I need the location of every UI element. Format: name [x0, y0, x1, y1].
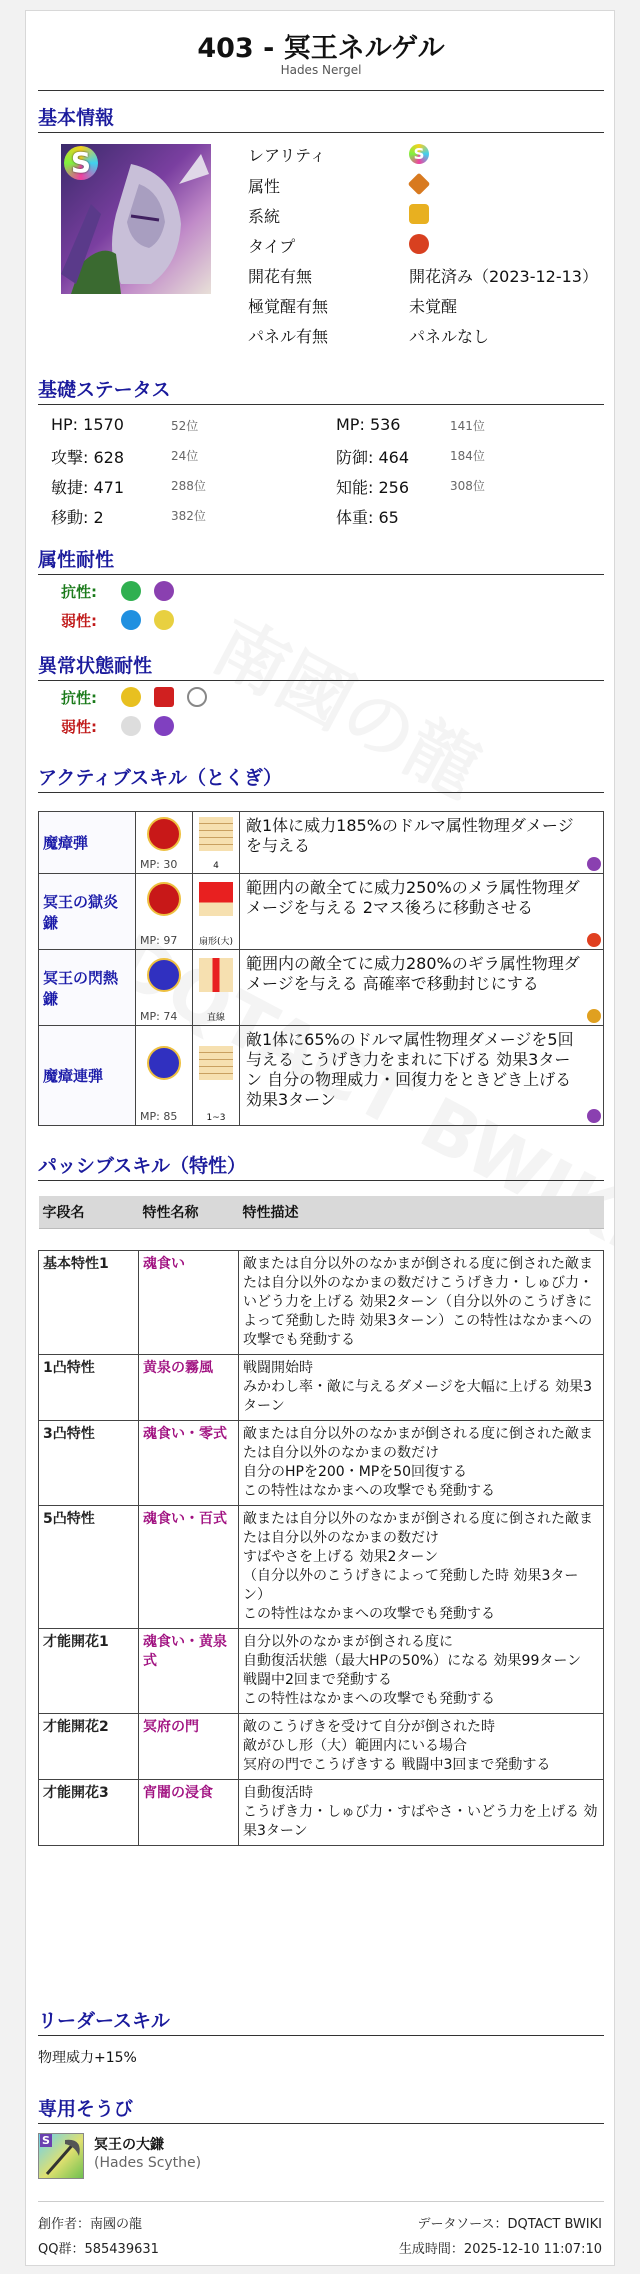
stat-rank: 52位	[171, 419, 199, 433]
range-label: 直線	[206, 1013, 225, 1023]
trait-desc: 戦闘開始時 みかわし率・敵に与えるダメージを大幅に上げる 効果3ターン	[239, 1355, 604, 1421]
section-status-resist: 異常状態耐性	[38, 651, 604, 681]
range-label: 扇形(大)	[198, 937, 234, 947]
table-row	[39, 1421, 604, 1506]
divider	[38, 90, 604, 91]
table-header	[39, 1196, 604, 1229]
family-crown-icon	[409, 204, 429, 224]
skill-name: 魔瘴弾	[39, 812, 136, 874]
stat-rank: 382位	[171, 509, 206, 523]
section-leader-skill: リーダースキル	[38, 2006, 604, 2036]
trait-name: 宵闇の浸食	[139, 1780, 239, 1846]
trait-desc: 自分以外のなかまが倒される度に 自動復活状態（最大HPの50%）になる 効果99ターン 戦闘中2回まで発動する この特性はなかまへの攻撃でも発動する	[239, 1629, 604, 1714]
basic-label: レアリティ	[248, 146, 326, 165]
range-grid	[199, 882, 233, 916]
footer-author: 創作者：南國の龍	[38, 2217, 143, 2232]
equip-icon	[38, 2133, 84, 2179]
charm-ring-icon	[187, 687, 207, 707]
hyado-icon	[121, 581, 141, 601]
table-row	[39, 1506, 604, 1629]
dorma-icon	[587, 857, 601, 871]
skill-description: 敵1体に威力185%のドルマ属性物理ダメージを与える	[240, 812, 604, 874]
character-card	[25, 10, 615, 2266]
rarity-badge: S	[64, 146, 98, 180]
section-element-resist: 属性耐性	[38, 545, 604, 575]
trait-desc: 自動復活時 こうげき力・しゅび力・すばやさ・いどう力を上げる 効果3ターン	[239, 1780, 604, 1846]
dorma-element-icon	[408, 173, 431, 196]
trait-key: 基本特性1	[39, 1251, 139, 1355]
table-row	[39, 1629, 604, 1714]
stat-rank: 24位	[171, 449, 199, 463]
trait-name: 魂食い	[139, 1251, 239, 1355]
section-base-stats: 基礎ステータス	[38, 375, 604, 405]
range-grid	[199, 958, 233, 992]
trait-key: 5凸特性	[39, 1506, 139, 1629]
column-header: 特性名称	[139, 1196, 239, 1229]
leader-skill-text: 物理威力+15%	[38, 2050, 137, 2066]
table-row	[39, 1355, 604, 1421]
table-row	[39, 1714, 604, 1780]
stat-intelligence: 知能: 256	[336, 478, 410, 497]
skill-mp: MP: 74	[140, 1010, 178, 1023]
column-header: 字段名	[39, 1196, 139, 1229]
dorma-icon	[587, 1109, 601, 1123]
trait-name: 魂食い・零式	[139, 1421, 239, 1506]
skill-range	[193, 874, 240, 950]
stat-rank: 288位	[171, 479, 206, 493]
table-row	[39, 812, 604, 874]
sleep-icon	[121, 716, 141, 736]
section-active-skills: アクティブスキル（とくぎ）	[38, 763, 604, 793]
sword-skill-icon	[147, 882, 181, 916]
skill-icon-cell	[136, 874, 193, 950]
sword-skill-icon	[147, 817, 181, 851]
hyado-ice-icon	[121, 610, 141, 630]
page-title: 403 - 冥王ネルゲル	[197, 33, 445, 64]
stat-attack: 攻撃: 628	[51, 448, 125, 467]
skill-name: 魔瘴連弾	[39, 1026, 136, 1126]
trait-desc: 敵または自分以外のなかまが倒される度に倒された敵または自分以外のなかまの数だけ すばやさを上げる 効果2ターン （自分以外のこうげきによって発動した時 効果3ターン） この特性はなかまへの攻撃でも発動する	[239, 1506, 604, 1629]
trait-desc: 敵または自分以外のなかまが倒される度に倒された敵または自分以外のなかまの数だけ 自分のHPを200・MPを50回復する この特性はなかまへの攻撃でも発動する	[239, 1421, 604, 1506]
skill-description: 敵1体に65%のドルマ属性物理ダメージを5回与える こうげき力をまれに下げる 効果3ターン 自分の物理威力・回復力をときどき上げる 効果3ターン	[240, 1026, 604, 1126]
basic-label: 属性	[248, 177, 281, 196]
trait-desc: 敵のこうげきを受けて自分が倒された時 敵がひし形（大）範囲内にいる場合 冥府の門でこうげきする 戦闘中3回まで発動する	[239, 1714, 604, 1780]
stat-rank: 308位	[450, 479, 485, 493]
equip-english-name: (Hades Scythe)	[94, 2155, 202, 2171]
skill-mp: MP: 85	[140, 1110, 178, 1123]
paralysis-icon	[121, 687, 141, 707]
dorma-icon	[154, 581, 174, 601]
skill-range	[193, 950, 240, 1026]
table-row	[39, 1026, 604, 1126]
section-exclusive-equip: 専用そうび	[38, 2094, 604, 2124]
skill-description: 範囲内の敵全てに威力250%のメラ属性物理ダメージを与える 2マス後ろに移動させる	[240, 874, 604, 950]
trait-name: 黄泉の霧風	[139, 1355, 239, 1421]
footer-data-source: データソース：DQTACT BWIKI	[417, 2217, 602, 2232]
basic-label: パネル有無	[248, 327, 329, 346]
stat-hp: HP: 1570	[51, 415, 124, 434]
table-row	[39, 950, 604, 1026]
range-grid	[199, 817, 233, 851]
section-passive-skills: パッシブスキル（特性）	[38, 1151, 604, 1181]
equip-name: 冥王の大鎌	[94, 2137, 164, 2153]
basic-label: 極覚醒有無	[248, 297, 329, 316]
trait-key: 才能開花2	[39, 1714, 139, 1780]
range-label: 4	[213, 861, 219, 871]
status-strong-label: 抗性:	[61, 689, 97, 707]
trait-key: 才能開花1	[39, 1629, 139, 1714]
panel-status: パネルなし	[409, 327, 490, 346]
table-row	[39, 1780, 604, 1846]
skill-icon-cell	[136, 812, 193, 874]
skill-icon-cell	[136, 1026, 193, 1126]
range-grid	[199, 1046, 233, 1080]
resist-strong-label: 抗性:	[61, 583, 97, 601]
character-portrait	[61, 144, 211, 294]
stat-rank: 184位	[450, 449, 485, 463]
stat-defense: 防御: 464	[336, 448, 410, 467]
trait-key: 3凸特性	[39, 1421, 139, 1506]
skill-mp: MP: 30	[140, 858, 178, 871]
dein-icon	[154, 610, 174, 630]
skill-name: 冥王の獄炎鎌	[39, 874, 136, 950]
sword-skill-icon	[147, 958, 181, 992]
stat-weight: 体重: 65	[336, 508, 399, 527]
bloom-status: 開花済み（2023-12-13）	[409, 267, 598, 286]
trait-name: 魂食い・百式	[139, 1506, 239, 1629]
basic-label: 開花有無	[248, 267, 313, 286]
active-skill-table	[38, 811, 604, 1126]
basic-label: タイプ	[248, 237, 296, 256]
skill-range	[193, 812, 240, 874]
trait-name: 冥府の門	[139, 1714, 239, 1780]
basic-label: 系統	[248, 207, 281, 226]
stat-mp: MP: 536	[336, 415, 401, 434]
column-header: 特性描述	[239, 1196, 604, 1229]
sword-skill-icon	[147, 1046, 181, 1080]
type-attack-icon	[409, 234, 429, 254]
passive-skill-table	[38, 1196, 604, 1846]
table-row	[39, 874, 604, 950]
trait-name: 魂食い・黄泉式	[139, 1629, 239, 1714]
footer-qq-group: QQ群：585439631	[38, 2242, 159, 2257]
stat-rank: 141位	[450, 419, 485, 433]
resist-weak-label: 弱性:	[61, 612, 97, 630]
skill-range	[193, 1026, 240, 1126]
skill-icon-cell	[136, 950, 193, 1026]
gira-icon	[587, 1009, 601, 1023]
table-row	[39, 1251, 604, 1355]
poison-icon	[154, 716, 174, 736]
stat-move: 移動: 2	[51, 508, 104, 527]
awakening-status: 未覚醒	[409, 297, 458, 316]
skill-mp: MP: 97	[140, 934, 178, 947]
trait-desc: 敵または自分以外のなかまが倒される度に倒された敵または自分以外のなかまの数だけこうげき力・しゅび力・いどう力を上げる 効果2ターン（自分以外のこうげきによって発動した時 効果3ターン）この特性はなかまへの攻撃でも発動する	[239, 1251, 604, 1355]
seal-x-icon	[154, 687, 174, 707]
skill-description: 範囲内の敵全てに威力280%のギラ属性物理ダメージを与える 高確率で移動封じにする	[240, 950, 604, 1026]
rarity-badge: S	[42, 2134, 50, 2147]
footer-generated-time: 生成時間：2025-12-10 11:07:10	[398, 2242, 602, 2257]
range-label: 1~3	[206, 1113, 226, 1123]
skill-name: 冥王の閃熱鎌	[39, 950, 136, 1026]
mera-icon	[587, 933, 601, 947]
divider	[38, 2201, 604, 2202]
page-subtitle: Hades Nergel	[280, 63, 362, 77]
status-weak-label: 弱性:	[61, 718, 97, 736]
trait-key: 1凸特性	[39, 1355, 139, 1421]
rarity-s-icon: S	[409, 144, 429, 164]
stat-agility: 敏捷: 471	[51, 478, 125, 497]
trait-key: 才能開花3	[39, 1780, 139, 1846]
section-basic-info: 基本情報	[38, 103, 604, 133]
